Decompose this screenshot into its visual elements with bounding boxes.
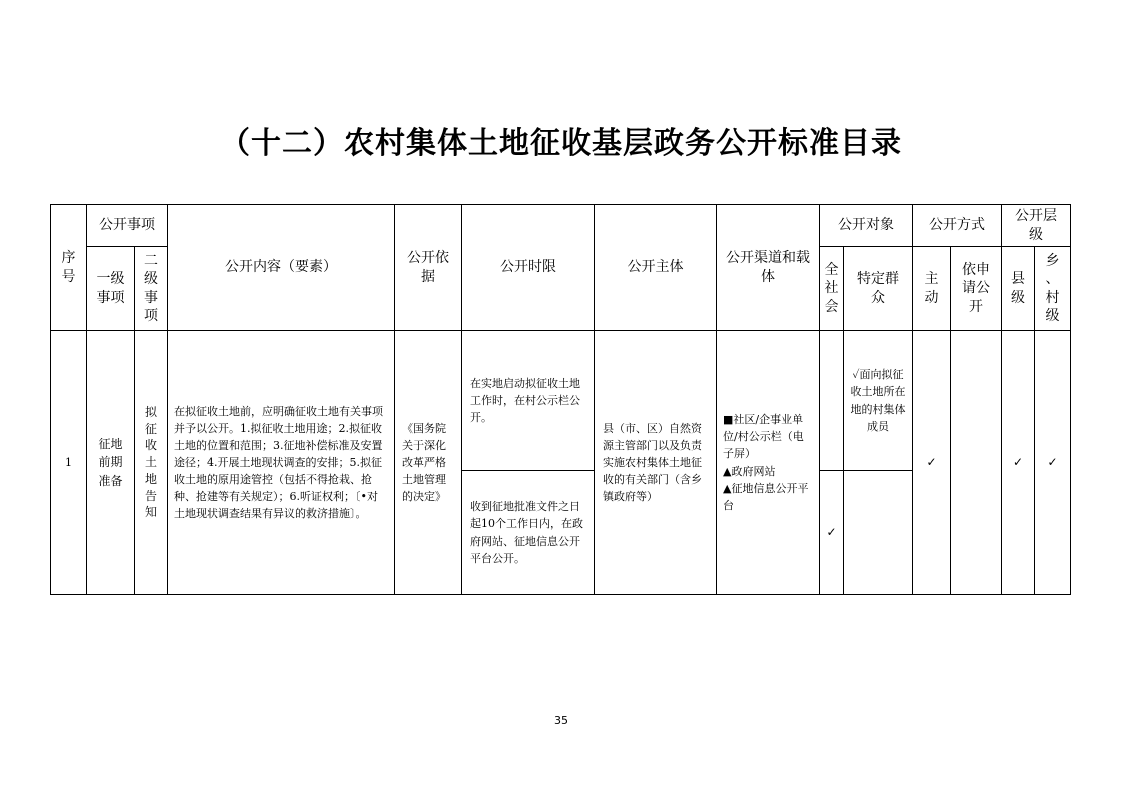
row-time-2: 收到征地批准文件之日起10个工作日内，在政府网站、征地信息公开平台公开。 (462, 471, 595, 595)
header-items: 公开事项 (87, 205, 168, 247)
row-level1: 征地 前期 准备 (87, 331, 135, 595)
row-target-all-empty (820, 331, 844, 471)
page-title: （十二）农村集体土地征收基层政务公开标准目录 (220, 126, 902, 161)
header-level2: 二 级 事 项 (135, 247, 168, 331)
row-target-specific-empty (844, 471, 913, 595)
header-target: 公开对象 (820, 205, 913, 247)
row-content: 在拟征收土地前，应明确征收土地有关事项并予以公开。1.拟征收土地用途；2.拟征收土地的位置和范围；3.征地补偿标准及安置途径；4.开展土地现状调查的安排；5.拟征收土地的原用途管控（包括不得抢栽、抢种、抢建等有关规定）；6.听证权利；〔•对土地现状调查结果有异议的救济措施〕。 (168, 331, 395, 595)
row-basis: 《国务院 关于深化 改革严格 土地管理 的决定》 (395, 331, 462, 595)
header-target-all: 全 社 会 (820, 247, 844, 331)
row-level2: 拟 征 收 土 地 告 知 (135, 331, 168, 595)
row-specific-group: ✓面向拟征收土地所在地的村集体成员 (844, 331, 913, 471)
row-level-county-check: ✓ (1002, 331, 1035, 595)
row-time-1: 在实地启动拟征收土地工作时，在村公示栏公开。 (462, 331, 595, 471)
header-level1: 一级 事项 (87, 247, 135, 331)
header-mode: 公开方式 (913, 205, 1002, 247)
header-seq: 序 号 (51, 205, 87, 331)
row-level-township-check: ✓ (1035, 331, 1071, 595)
header-time-limit: 公开时限 (462, 205, 595, 331)
row-mode-active-check: ✓ (913, 331, 951, 595)
header-mode-active: 主 动 (913, 247, 951, 331)
header-level: 公开层 级 (1002, 205, 1071, 247)
header-basis: 公开依 据 (395, 205, 462, 331)
row-subject: 县（市、区）自然资源主管部门以及负责实施农村集体土地征收的有关部门（含乡镇政府等） (595, 331, 717, 595)
catalog-table (50, 204, 1071, 595)
header-channel: 公开渠道和载 体 (717, 205, 820, 331)
page-number: 35 (554, 714, 568, 727)
header-mode-request: 依申 请公 开 (951, 247, 1002, 331)
row-seq: 1 (51, 331, 87, 595)
header-content: 公开内容（要素） (168, 205, 395, 331)
row-channel: ■社区/企事业单位/村公示栏（电子屏） ▲政府网站 ▲征地信息公开平台 (717, 331, 820, 595)
header-level-county: 县 级 (1002, 247, 1035, 331)
header-target-specific: 特定群 众 (844, 247, 913, 331)
row-target-all-check: ✓ (820, 471, 844, 595)
header-level-township: 乡 、 村 级 (1035, 247, 1071, 331)
header-subject: 公开主体 (595, 205, 717, 331)
row-mode-request-empty (951, 331, 1002, 595)
